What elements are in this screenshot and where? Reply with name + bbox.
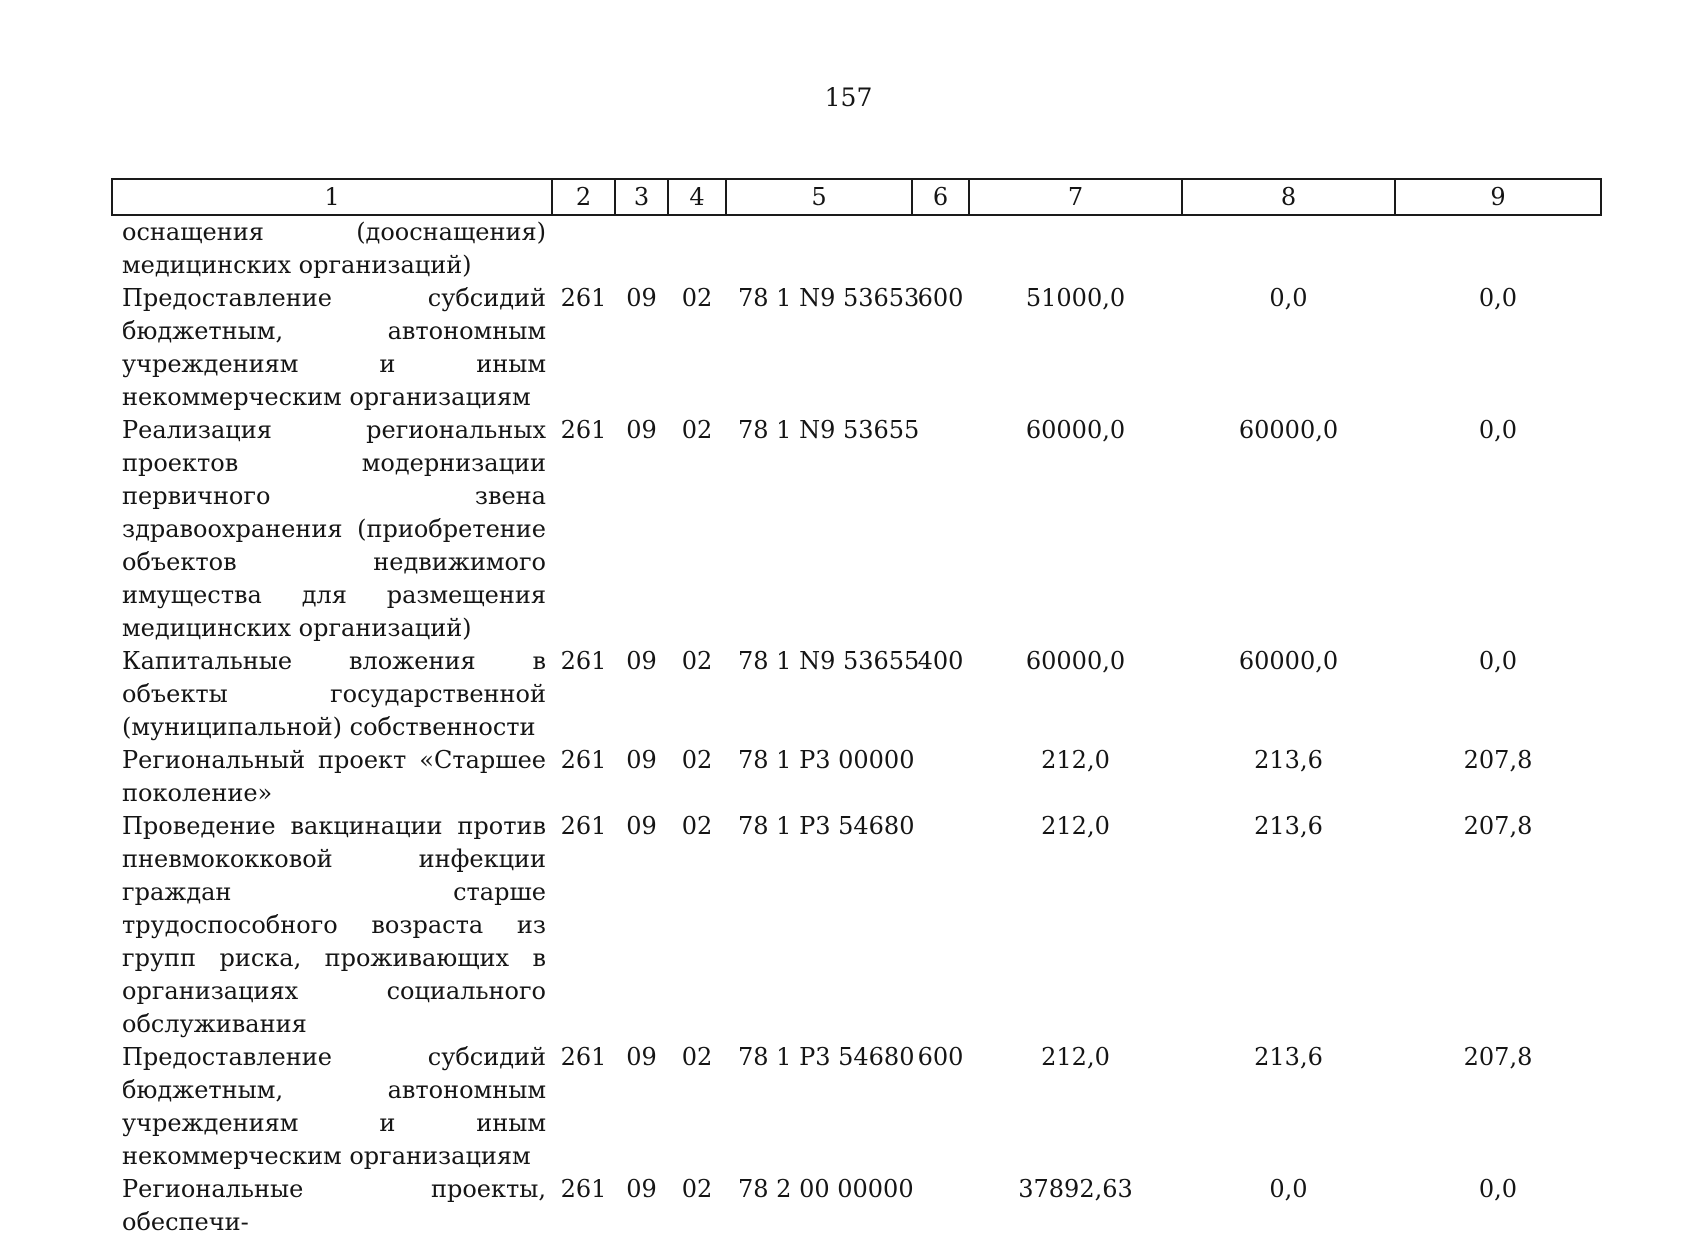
- cell-section: 09: [626, 1043, 657, 1071]
- column-header: 4: [668, 179, 726, 215]
- cell-amount-year-3: 0,0: [1478, 1175, 1518, 1203]
- column-header: 5: [726, 179, 912, 215]
- cell-target-article: 78 1 N9 53655: [738, 647, 920, 675]
- cell-amount-year-3: 0,0: [1478, 647, 1518, 675]
- column-header: 1: [112, 179, 552, 215]
- cell-expense-type: [912, 810, 969, 1041]
- cell-amount-year-1: 51000,0: [1025, 284, 1126, 312]
- cell-subsection: [668, 215, 726, 282]
- cell-target-article: 78 1 N9 53653: [738, 284, 920, 312]
- cell-amount-year-2: 213,6: [1254, 746, 1323, 774]
- page-number: 157: [824, 83, 873, 112]
- cell-ministry-code: 261: [560, 1043, 607, 1071]
- cell-section: 09: [626, 1175, 657, 1203]
- row-description: Капитальные вложения в объекты государственной (муниципальной) собственности: [122, 647, 546, 741]
- row-description: Региональные проекты, обеспечи-: [122, 1175, 546, 1236]
- cell-section: 09: [626, 746, 657, 774]
- cell-amount-year-1: [969, 215, 1182, 282]
- cell-amount-year-2: 213,6: [1254, 1043, 1323, 1071]
- table-row: [112, 645, 1601, 744]
- cell-subsection: 02: [681, 1043, 713, 1071]
- cell-target-article: 78 2 00 00000: [738, 1175, 914, 1203]
- table-row: [112, 414, 1601, 645]
- row-description: Проведение вакцинации против пневмококковой инфекции граждан старше трудоспособного возраста из групп риска, проживающих в организациях социального обслуживания: [122, 812, 546, 1038]
- cell-amount-year-1: 37892,63: [1018, 1175, 1133, 1203]
- cell-ministry-code: 261: [560, 1175, 607, 1203]
- table-row: [112, 1041, 1601, 1173]
- cell-subsection: 02: [681, 416, 713, 444]
- cell-expense-type: 600: [917, 284, 964, 312]
- cell-amount-year-1: 212,0: [1041, 746, 1110, 774]
- column-header: 6: [912, 179, 969, 215]
- cell-expense-type: [912, 215, 969, 282]
- cell-amount-year-1: 212,0: [1041, 1043, 1110, 1071]
- table-body: [112, 215, 1601, 1239]
- cell-amount-year-3: 207,8: [1463, 812, 1533, 840]
- table-row: [112, 744, 1601, 810]
- cell-amount-year-2: 213,6: [1254, 812, 1323, 840]
- cell-amount-year-2: 60000,0: [1238, 416, 1339, 444]
- column-header: 9: [1395, 179, 1601, 215]
- column-header: 7: [969, 179, 1182, 215]
- cell-amount-year-2: 0,0: [1269, 284, 1308, 312]
- table-row: [112, 215, 1601, 282]
- row-description: Реализация региональных проектов модернизации первичного звена здравоохранения (приобретение объектов недвижимого имущества для размещения медицинских организаций): [122, 416, 546, 642]
- cell-section: [615, 215, 668, 282]
- cell-expense-type: [912, 1173, 969, 1239]
- cell-amount-year-3: [1395, 215, 1601, 282]
- cell-subsection: 02: [681, 1175, 713, 1203]
- cell-subsection: 02: [681, 284, 713, 312]
- cell-amount-year-2: 0,0: [1269, 1175, 1308, 1203]
- cell-expense-type: 400: [917, 647, 964, 675]
- cell-target-article: 78 1 P3 54680: [738, 1043, 915, 1071]
- cell-target-article: 78 1 P3 54680: [738, 812, 915, 840]
- cell-amount-year-2: [1182, 215, 1395, 282]
- cell-target-article: 78 1 N9 53655: [738, 416, 920, 444]
- column-header: 8: [1182, 179, 1395, 215]
- cell-subsection: 02: [681, 746, 713, 774]
- cell-target-article: 78 1 P3 00000: [738, 746, 915, 774]
- cell-expense-type: [912, 744, 969, 810]
- table-row: [112, 810, 1601, 1041]
- cell-section: 09: [626, 416, 657, 444]
- cell-amount-year-1: 212,0: [1041, 812, 1110, 840]
- cell-section: 09: [626, 284, 657, 312]
- cell-amount-year-3: 207,8: [1463, 1043, 1533, 1071]
- header-row: [112, 179, 1601, 215]
- row-description: Региональный проект «Старшее поколение»: [122, 746, 546, 807]
- cell-amount-year-3: 207,8: [1463, 746, 1533, 774]
- table-header: [112, 179, 1601, 215]
- row-description: оснащения (дооснащения) медицинских организаций): [122, 218, 546, 279]
- cell-expense-type: [912, 414, 969, 645]
- cell-amount-year-1: 60000,0: [1025, 647, 1126, 675]
- cell-subsection: 02: [681, 647, 713, 675]
- cell-amount-year-3: 0,0: [1478, 416, 1518, 444]
- row-description: Предоставление субсидий бюджетным, автономным учреждениям и иным некоммерческим организациям: [122, 284, 546, 411]
- table-row: [112, 282, 1601, 414]
- row-description: Предоставление субсидий бюджетным, автономным учреждениям и иным некоммерческим организациям: [122, 1043, 546, 1170]
- cell-ministry-code: 261: [560, 647, 607, 675]
- column-header: 2: [552, 179, 615, 215]
- cell-ministry-code: 261: [560, 812, 607, 840]
- cell-ministry-code: 261: [560, 284, 607, 312]
- table-row: [112, 1173, 1601, 1239]
- cell-expense-type: 600: [917, 1043, 964, 1071]
- budget-table: [111, 178, 1602, 1239]
- cell-ministry-code: 261: [560, 416, 607, 444]
- cell-target-article: [726, 215, 912, 282]
- cell-section: 09: [626, 647, 657, 675]
- cell-section: 09: [626, 812, 657, 840]
- cell-amount-year-3: 0,0: [1478, 284, 1518, 312]
- cell-ministry-code: 261: [560, 746, 607, 774]
- cell-subsection: 02: [681, 812, 713, 840]
- column-header: 3: [615, 179, 668, 215]
- cell-amount-year-1: 60000,0: [1025, 416, 1126, 444]
- cell-amount-year-2: 60000,0: [1238, 647, 1339, 675]
- cell-ministry-code: [552, 215, 615, 282]
